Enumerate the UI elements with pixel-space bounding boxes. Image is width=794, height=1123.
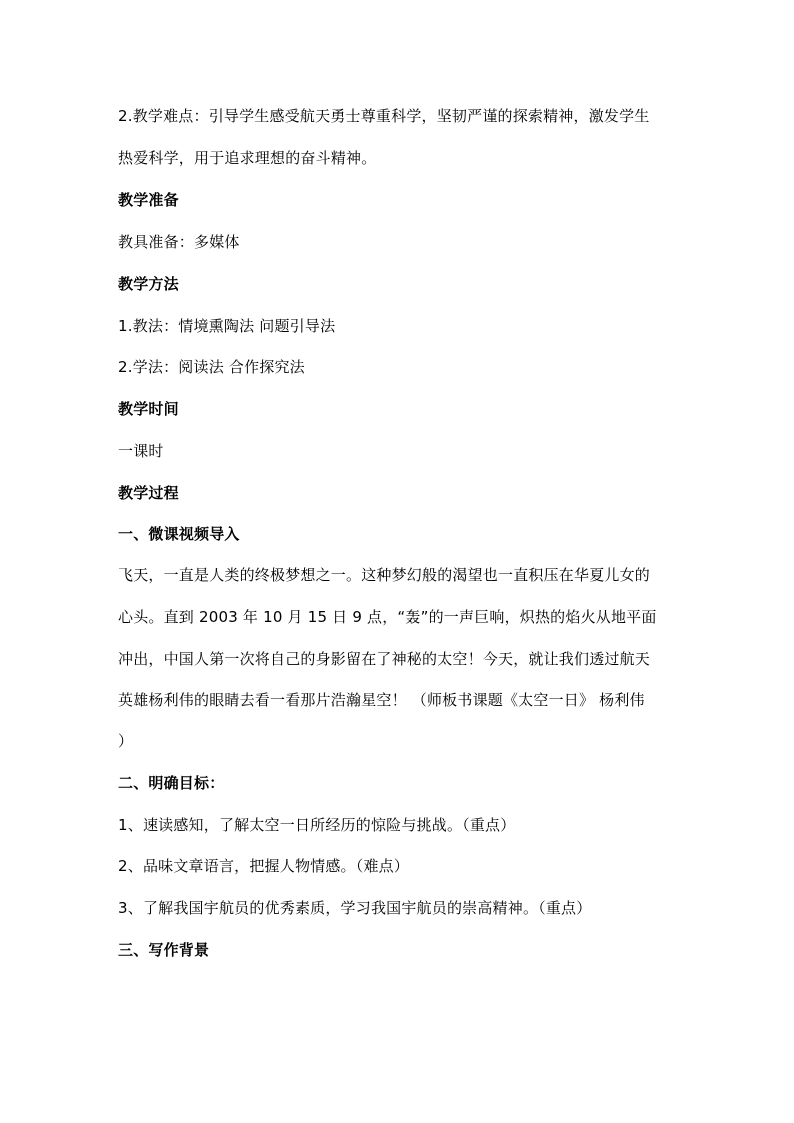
method-teaching: 1.教法：情境熏陶法 问题引导法 — [118, 317, 336, 335]
difficulty-line-1: 2.教学难点：引导学生感受航天勇士尊重科学，坚韧严谨的探索精神，激发学生 — [118, 107, 650, 125]
goal-item-2: 2、品味文章语言，把握人物情感。（难点） — [118, 857, 410, 875]
time-text: 一课时 — [118, 442, 164, 460]
heading-methods: 教学方法 — [118, 275, 179, 293]
heading-preparation: 教学准备 — [118, 191, 179, 209]
heading-process: 教学过程 — [118, 484, 179, 502]
section-intro-heading: 一、微课视频导入 — [118, 525, 240, 543]
heading-time: 教学时间 — [118, 400, 179, 418]
intro-paragraph-line-5: ） — [118, 732, 134, 750]
method-learning: 2.学法：阅读法 合作探究法 — [118, 358, 305, 376]
goal-item-3: 3、了解我国宇航员的优秀素质，学习我国宇航员的崇高精神。（重点） — [118, 899, 592, 917]
difficulty-line-2: 热爱科学，用于追求理想的奋斗精神。 — [118, 149, 377, 167]
goal-item-1: 1、速读感知，了解太空一日所经历的惊险与挑战。（重点） — [118, 816, 516, 834]
intro-paragraph-line-1: 飞天，一直是人类的终极梦想之一。这种梦幻般的渴望也一直积压在华夏儿女的 — [118, 566, 651, 584]
section-background-heading: 三、写作背景 — [118, 941, 210, 959]
intro-paragraph-line-4: 英雄杨利伟的眼睛去看一看那片浩瀚星空！ （师板书课题《太空一日》 杨利伟 — [118, 691, 645, 709]
section-goals-heading: 二、明确目标： — [118, 774, 225, 792]
intro-paragraph-line-3: 冲出，中国人第一次将自己的身影留在了神秘的太空！今天，就让我们透过航天 — [118, 650, 651, 668]
intro-paragraph-line-2: 心头。直到 2003 年 10 月 15 日 9 点，“轰”的一声巨响，炽热的焰火从地平面 — [118, 608, 657, 626]
preparation-text: 教具准备：多媒体 — [118, 233, 240, 251]
